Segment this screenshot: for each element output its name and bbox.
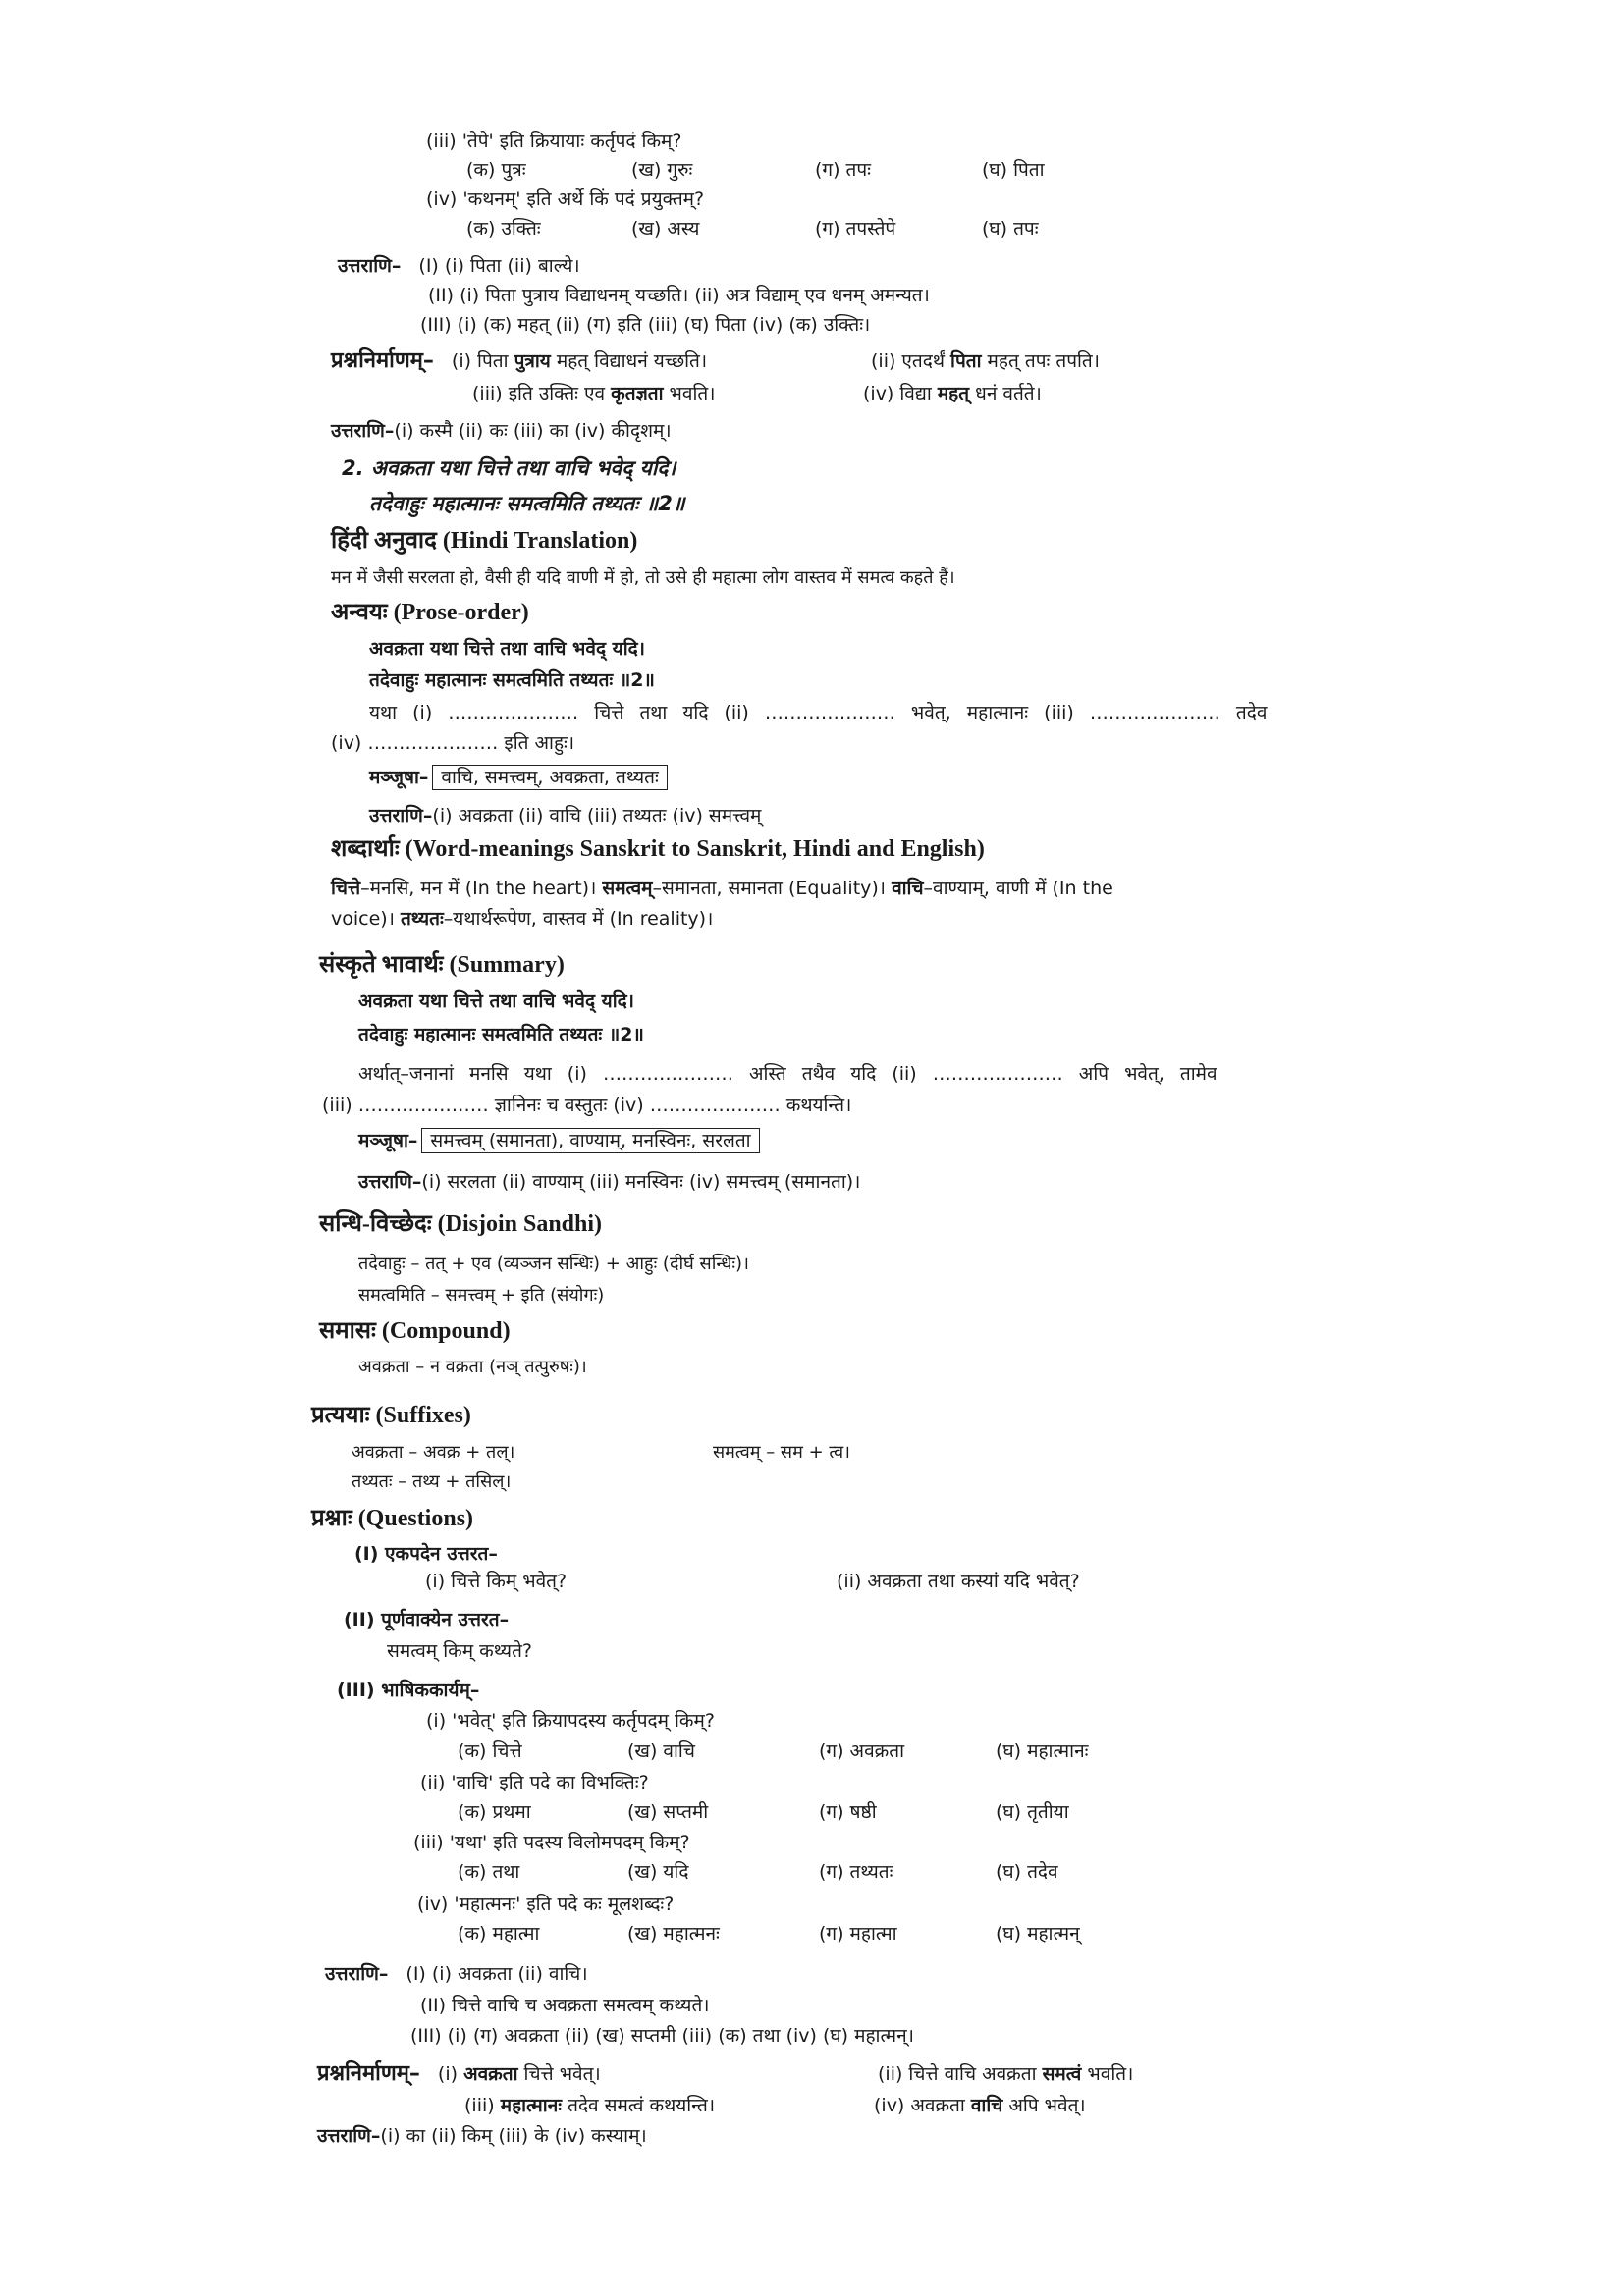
- answers: [358, 1169, 860, 1195]
- section-I-label: (I) एकपदेन उत्तरत–: [354, 1543, 498, 1565]
- text: धनं वर्तते।: [969, 383, 1042, 404]
- fill-in-blanks: (iv) ………………… इति आहुः।: [331, 732, 575, 754]
- option: (घ) तपः: [982, 218, 1039, 240]
- text: (i) कस्मै (ii) कः (iii) का (iv) कीदृशम्।: [394, 420, 672, 442]
- option: (ग) षष्ठी: [819, 1801, 877, 1823]
- option: (ख) सप्तमी: [627, 1801, 709, 1823]
- text: (ii) एतदर्थं: [871, 350, 951, 372]
- word-meanings-heading: शब्दार्थाः (Word-meanings Sanskrit to Sanskrit, Hindi and English): [331, 836, 985, 862]
- section-III-label: (III) भाषिककार्यम्–: [337, 1680, 480, 1701]
- word-box: [369, 765, 668, 790]
- term: चित्ते: [331, 878, 361, 899]
- option: (क) पुत्रः: [466, 159, 526, 181]
- sandhi-heading: सन्धि-विच्छेदः (Disjoin Sandhi): [319, 1211, 603, 1237]
- question-iv: (iv) 'कथनम्' इति अर्थे किं पदं प्रयुक्तम्?: [426, 188, 705, 210]
- fill-in-blanks: यथा (i) ………………… चित्ते तथा यदि (ii) ………………… भवेत्, महात्मानः (iii) ………………… तदेव: [369, 702, 1268, 723]
- hindi-translation-heading: हिंदी अनुवाद (Hindi Translation): [331, 528, 638, 554]
- suffix-row: तथ्यतः – तथ्य + तसिल्।: [352, 1471, 512, 1492]
- bold-word: वाचि: [970, 2095, 1003, 2116]
- text: –मनसि, मन में (In the heart)।: [360, 878, 603, 899]
- answer-II: (II) चित्ते वाचि च अवक्रता समत्वम् कथ्यते।: [420, 1995, 710, 2016]
- option: (क) चित्ते: [458, 1740, 522, 1762]
- text: –वाण्याम्, वाणी में (In the: [923, 878, 1113, 899]
- option: (क) उक्तिः: [466, 218, 541, 240]
- fill-in-blanks: (iii) ………………… ज्ञानिनः च वस्तुतः (iv) ………………… कथयन्ति।: [322, 1095, 852, 1116]
- answers-label: उत्तराणि–: [331, 420, 395, 442]
- box-label: मञ्जूषा–: [358, 1130, 418, 1151]
- answer-III: (III) (i) (ग) अवक्रता (ii) (ख) सप्तमी (iii) (क) तथा (iv) (घ) महात्मन्।: [410, 2025, 914, 2047]
- option: (घ) तृतीया: [996, 1801, 1069, 1823]
- option: (ग) तथ्यतः: [819, 1861, 893, 1883]
- answers-label: उत्तराणि–: [338, 255, 402, 277]
- bold-word: अवक्रता: [463, 2063, 518, 2085]
- section-II-label: (II) पूर्णवाक्येन उत्तरत–: [344, 1609, 510, 1630]
- text: भवति।: [1081, 2063, 1134, 2085]
- verse-line-2: तदेवाहुः महात्मानः समत्वमिति तथ्यतः ॥2॥: [369, 492, 685, 515]
- suffixes-heading: प्रत्ययाः (Suffixes): [311, 1403, 471, 1428]
- option: (ख) वाचि: [627, 1740, 695, 1762]
- text: तदेव समत्वं कथयन्ति।: [562, 2095, 716, 2116]
- text: (ii) चित्ते वाचि अवक्रता: [878, 2063, 1043, 2085]
- answers-block: [338, 253, 580, 279]
- formation-item: [874, 2093, 1086, 2118]
- text: (iii): [464, 2095, 501, 2116]
- question: (iv) 'महात्मनः' इति पदे कः मूलशब्दः?: [417, 1894, 675, 1915]
- box-words: वाचि, समत्त्वम्, अवक्रता, तथ्यतः: [432, 765, 667, 790]
- option: (ग) तपस्तेपे: [815, 218, 896, 240]
- text: (i) पिता: [451, 350, 514, 372]
- bold-word: महत्: [937, 383, 970, 404]
- suffix-row: समत्वम् – सम + त्व।: [713, 1442, 850, 1463]
- formation-item: [464, 2093, 715, 2118]
- question: (i) चित्ते किम् भवेत्?: [425, 1571, 568, 1592]
- option: (ग) तपः: [815, 159, 872, 181]
- suffix-row: अवक्रता – अवक्र + तल्।: [352, 1442, 515, 1463]
- questions-heading: प्रश्नाः (Questions): [311, 1506, 474, 1531]
- option: (ग) अवक्रता: [819, 1740, 904, 1762]
- question: समत्वम् किम् कथ्यते?: [387, 1640, 532, 1662]
- question: (ii) 'वाचि' इति पदे का विभक्तिः?: [420, 1772, 649, 1793]
- question: (i) 'भवेत्' इति क्रियापदस्य कर्तृपदम् किम्?: [426, 1710, 715, 1732]
- term: तथ्यतः: [400, 908, 444, 930]
- term: वाचि: [892, 878, 924, 899]
- text: (i): [437, 2063, 464, 2085]
- answers-label: उत्तराणि–: [325, 1963, 389, 1985]
- verse-line: तदेवाहुः महात्मानः समत्वमिति तथ्यतः ॥2॥: [369, 669, 655, 691]
- option: (ख) महात्मनः: [627, 1923, 720, 1945]
- formation-item: [878, 2061, 1133, 2087]
- option: (घ) महात्मन्: [996, 1923, 1080, 1945]
- answers-label: उत्तराणि–: [358, 1171, 422, 1193]
- verse-line: तदेवाहुः महात्मानः समत्वमिति तथ्यतः ॥2॥: [358, 1024, 644, 1045]
- option: (घ) तदेव: [996, 1861, 1058, 1883]
- text: (i) सरलता (ii) वाण्याम् (iii) मनस्विनः (iv) समत्त्वम् (समानता)।: [421, 1171, 861, 1193]
- box-words: समत्त्वम् (समानता), वाण्याम्, मनस्विनः, सरलता: [421, 1128, 759, 1153]
- verse-line: अवक्रता यथा चित्ते तथा वाचि भवेद् यदि।: [369, 638, 645, 660]
- bold-word: कृतज्ञता: [611, 383, 664, 404]
- text: भवति।: [663, 383, 716, 404]
- box-label: मञ्जूषा–: [369, 767, 429, 788]
- text: –यथार्थरूपेण, वास्तव में (In reality)।: [443, 908, 714, 930]
- bold-word: समत्वं: [1042, 2063, 1082, 2085]
- answers-label: उत्तराणि–: [369, 805, 433, 827]
- answer-III: (III) (i) (क) महत् (ii) (ग) इति (iii) (घ) पिता (iv) (क) उक्तिः।: [420, 314, 871, 336]
- question-formation: [331, 348, 707, 374]
- answer-I: (I) (i) पिता (ii) बाल्ये।: [418, 255, 580, 277]
- sandhi-row: तदेवाहुः – तत् + एव (व्यञ्जन सन्धिः) + आहुः (दीर्घ सन्धिः)।: [358, 1254, 749, 1274]
- option: (ख) यदि: [627, 1861, 689, 1883]
- verse-line-1: 2. अवक्रता यथा चित्ते तथा वाचि भवेद् यदि।: [342, 456, 676, 480]
- sandhi-row: समत्वमिति – समत्त्वम् + इति (संयोगः): [358, 1285, 605, 1306]
- option: (घ) महात्मानः: [996, 1740, 1089, 1762]
- formation-label: प्रश्ननिर्माणम्–: [331, 348, 434, 373]
- text: अपि भवेत्।: [1002, 2095, 1086, 2116]
- option: (ख) गुरुः: [631, 159, 693, 181]
- bold-word: पिता: [950, 350, 982, 372]
- text: –समानता, समानता (Equality)।: [652, 878, 893, 899]
- compound-row: अवक्रता – न वक्रता (नञ् तत्पुरुषः)।: [358, 1357, 587, 1377]
- answers-block: [325, 1961, 588, 1987]
- prose-order-heading: अन्वयः (Prose-order): [331, 600, 529, 625]
- word-box: [358, 1128, 760, 1153]
- option: (क) तथा: [458, 1861, 520, 1883]
- answer-I: (I) (i) अवक्रता (ii) वाचि।: [406, 1963, 588, 1985]
- question: (iii) 'यथा' इति पदस्य विलोमपदम् किम्?: [413, 1832, 690, 1853]
- question-formation: [317, 2061, 601, 2087]
- answer-II: (II) (i) पिता पुत्राय विद्याधनम् यच्छति। (ii) अत्र विद्याम् एव धनम् अमन्यत।: [428, 285, 930, 306]
- compound-heading: समासः (Compound): [319, 1318, 511, 1344]
- formation-answers: [331, 418, 672, 444]
- answers-label: उत्तराणि–: [317, 2125, 381, 2147]
- text: (iii) इति उक्तिः एव: [472, 383, 612, 404]
- text: महत् तपः तपति।: [981, 350, 1100, 372]
- option: (क) प्रथमा: [458, 1801, 531, 1823]
- formation-label: प्रश्ननिर्माणम्–: [317, 2061, 420, 2086]
- option: (क) महात्मा: [458, 1923, 540, 1945]
- text: (iv) विद्या: [863, 383, 938, 404]
- term: समत्वम्: [602, 878, 653, 899]
- text: voice)।: [331, 908, 401, 930]
- option: (घ) पिता: [982, 159, 1045, 181]
- text: (iv) अवक्रता: [874, 2095, 971, 2116]
- question: (ii) अवक्रता तथा कस्यां यदि भवेत्?: [837, 1571, 1080, 1592]
- hindi-translation-text: मन में जैसी सरलता हो, वैसी ही यदि वाणी में हो, तो उसे ही महात्मा लोग वास्तव में समत्व कहते हैं।: [331, 567, 955, 588]
- question-iii: (iii) 'तेपे' इति क्रियायाः कर्तृपदं किम्?: [426, 131, 682, 152]
- text: चित्ते भवेत्।: [517, 2063, 601, 2085]
- bold-word: महात्मानः: [500, 2095, 563, 2116]
- option: (ख) अस्य: [631, 218, 700, 240]
- answers: [369, 803, 761, 828]
- verse-line: अवक्रता यथा चित्ते तथा वाचि भवेद् यदि।: [358, 990, 634, 1012]
- fill-in-blanks: अर्थात्–जनानां मनसि यथा (i) ………………… अस्ति तथैव यदि (ii) ………………… अपि भवेत्, तामेव: [358, 1063, 1217, 1085]
- formation-item: [863, 381, 1042, 406]
- summary-heading: संस्कृते भावार्थः (Summary): [319, 952, 565, 978]
- word-meanings-line: [331, 906, 713, 932]
- word-meanings-line: [331, 876, 1113, 901]
- formation-answers: [317, 2123, 647, 2149]
- formation-item: [871, 348, 1100, 374]
- text: (i) का (ii) किम् (iii) के (iv) कस्याम्।: [380, 2125, 647, 2147]
- text: (i) अवक्रता (ii) वाचि (iii) तथ्यतः (iv) समत्त्वम्: [432, 805, 762, 827]
- option: (ग) महात्मा: [819, 1923, 897, 1945]
- text: महत् विद्याधनं यच्छति।: [550, 350, 708, 372]
- formation-item: [472, 381, 715, 406]
- bold-word: पुत्राय: [514, 350, 551, 372]
